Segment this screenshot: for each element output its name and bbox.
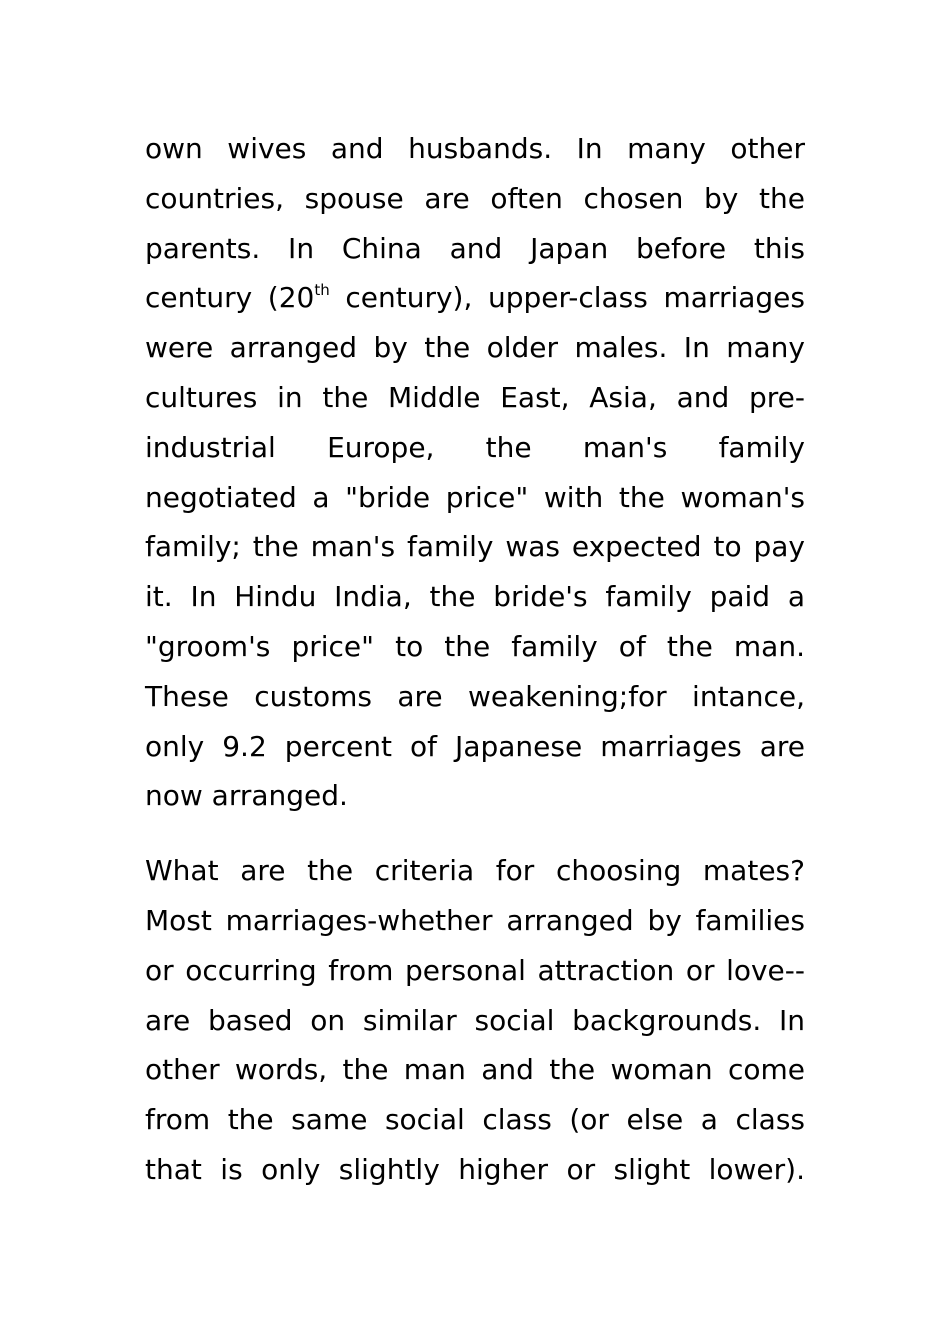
text-line: Most marriages-whether arranged by families	[145, 903, 805, 937]
text-line-century	[145, 273, 805, 323]
text-line: "groom's price" to the family of the man.	[145, 629, 805, 663]
text-line: industrial Europe, the man's family	[145, 430, 805, 464]
text-line: are based on similar social backgrounds. In	[145, 1003, 805, 1037]
text-line: What are the criteria for choosing mates?	[145, 854, 805, 888]
text-line: it. In Hindu India, the bride's family paid a	[145, 580, 805, 614]
text-line: that is only slightly higher or slight lower).	[145, 1152, 805, 1186]
text-line: were arranged by the older males. In many	[145, 331, 805, 365]
text-line: other words, the man and the woman come	[145, 1053, 805, 1087]
text-line: countries, spouse are often chosen by the	[145, 181, 805, 215]
text-line: negotiated a "bride price" with the woman's	[145, 480, 805, 514]
text-line: family; the man's family was expected to pay	[145, 530, 805, 564]
century-text-before: century (20	[145, 281, 315, 315]
text-line: or occurring from personal attraction or love--	[145, 953, 805, 987]
text-line: These customs are weakening;for intance,	[145, 679, 805, 713]
text-line: now arranged.	[145, 779, 348, 813]
ordinal-superscript: th	[314, 281, 330, 300]
text-line: from the same social class (or else a class	[145, 1103, 805, 1137]
paragraph-mate-criteria	[145, 846, 805, 1195]
text-line: parents. In China and Japan before this	[145, 231, 805, 265]
text-line: only 9.2 percent of Japanese marriages are	[145, 729, 805, 763]
paragraph-arranged-marriages	[145, 124, 805, 821]
century-text-after: century), upper-class marriages	[329, 281, 805, 315]
text-line: cultures in the Middle East, Asia, and pre-	[145, 380, 805, 414]
text-line: own wives and husbands. In many other	[145, 132, 805, 165]
document-page	[145, 124, 805, 1195]
